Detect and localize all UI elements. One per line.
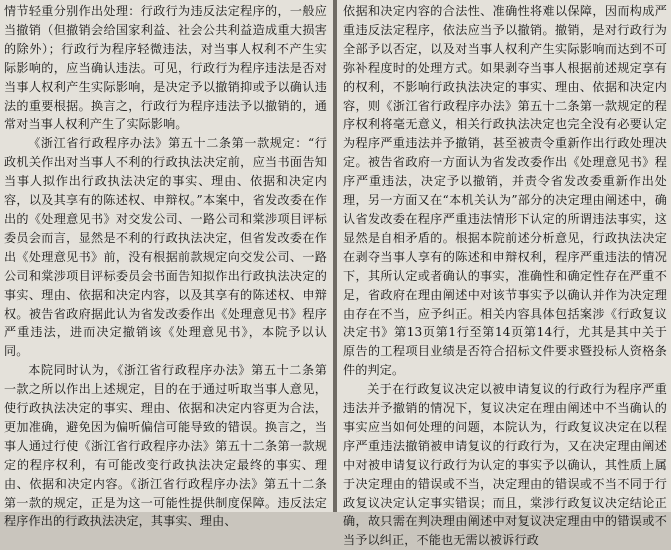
left-page xyxy=(0,0,333,529)
right-paragraph-2: 关于在行政复议决定以被申请复议的行政行为程序严重违法并予撤销的情况下，复议决定在理由阐述中不当确认的事实应当如何处理的问题，本院认为，行政复议决定在以程序严重违法撤销被申请复议的行政行为，又在决定理由阐述中对被申请复议行政行为认定的事实予以确认，其性质上属于决定理由的错误或不当，决定理由的错误或不当不同于行政复议决定认定事实错误；而且，棠涉行政复议决定结论正确，故只需在判决理由阐述中对复议决定理由中的错误或不当予以纠正，不能也无需以被诉行政 xyxy=(343,382,667,548)
left-paragraph-3: 本院同时认为，《浙江省行政程序办法》第五十二条第一款之所以作出上述规定，目的在于通过听取当事人意见，使行政执法决定的事实、理由、依据和决定内容更为合法，更加准确，避免因为偏听偏信可能导致的错误。换言之，当事人通过行使《浙江省行政程序办法》第五十二条第一款规定的程序权利，有可能改变行政执法决定最终的事实、理由、依据和决定内容。《浙江省行政程序办法》第五十二条第一款的规定，正是为这一可能性提供制度保障。违反法定程序作出的行政执法决定，其事实、理由、 xyxy=(4,363,327,529)
left-paragraph-1: 情节轻重分别作出处理：行政行为违反法定程序的，一般应当撤销（但撤销会给国家利益、社会公共利益造成重大损害的除外）；行政行为程序轻微违法，对当事人权利不产生实际影响的，应当确认违法。可见，行政行为程序违法是否对当事人权利产生实际影响，是决定予以撤销抑或予以确认违法的重要根据。换言之，行政行为程序违法予以撤销的，通常对当事人权利产生了实际影响。 xyxy=(4,4,327,132)
left-paragraph-2: 《浙江省行政程序办法》第五十二条第一款规定：“行政机关作出对当事人不利的行政执法决定前，应当书面告知当事人拟作出行政执法决定的事实、理由、依据和决定内容，以及其享有的陈述权、申辩权。”本案中，省发改委在作出的《处理意见书》对交发公司、一路公司和棠涉项目评标委员会而言，显然是不利的行政执法决定，但省发改委在作出《处理意见书》前，没有根据前款规定向交发公司、一路公司和棠涉项目评标委员会书面告知拟作出行政执法决定的事实、理由、依据和决定内容，以及其享有的陈述权、申辩权。被告省政府据此认为省发改委作出《处理意见书》程序严重违法，进而决定撤销该《处理意见书》，本院予以认同。 xyxy=(4,136,327,359)
right-paragraph-1: 依据和决定内容的合法性、准确性将难以保障，因而构成严重违反法定程序，依法应当予以撤销。撤销，是对行政行为全部予以否定，以及对当事人权利产生实际影响而达到不可弥补程度时的处理方式。如果剥夺当事人根据前述规定享有的权利，不影响行政执法决定的事实、理由、依据和决定内容，则《浙江省行政程序办法》第五十二条第一款规定的程序权利将毫无意义，相关行政执法决定也完全没有必要认定为程序严重违法并予撤销，甚至被责令重新作出行政处理决定。被告省政府一方面认为省发改委作出《处理意见书》程序严重违法，决定予以撤销，并责令省发改委重新作出处理，另一方面又在“本机关认为”部分的决定理由阐述中，确认省发改委在程序严重违法情形下认定的所谓违法事实，这显然是自相矛盾的。根据本院前述分析意见，行政执法决定在剥夺当事人享有的陈述和申辩权利，程序严重违法的情况下，其所认定或者确认的事实，准确性和确定性存在严重不足，省政府在理由阐述中对该节事实予以确认并作为决定理由存在不当，应予纠正。相关内容具体包括案涉《行政复议决定书》第13页第1行至第14页第14行，尤其是其中关于原告的工程项目业绩是否符合招标文件要求暨投标人资格条件的判定。 xyxy=(343,4,667,378)
right-page xyxy=(337,0,671,548)
